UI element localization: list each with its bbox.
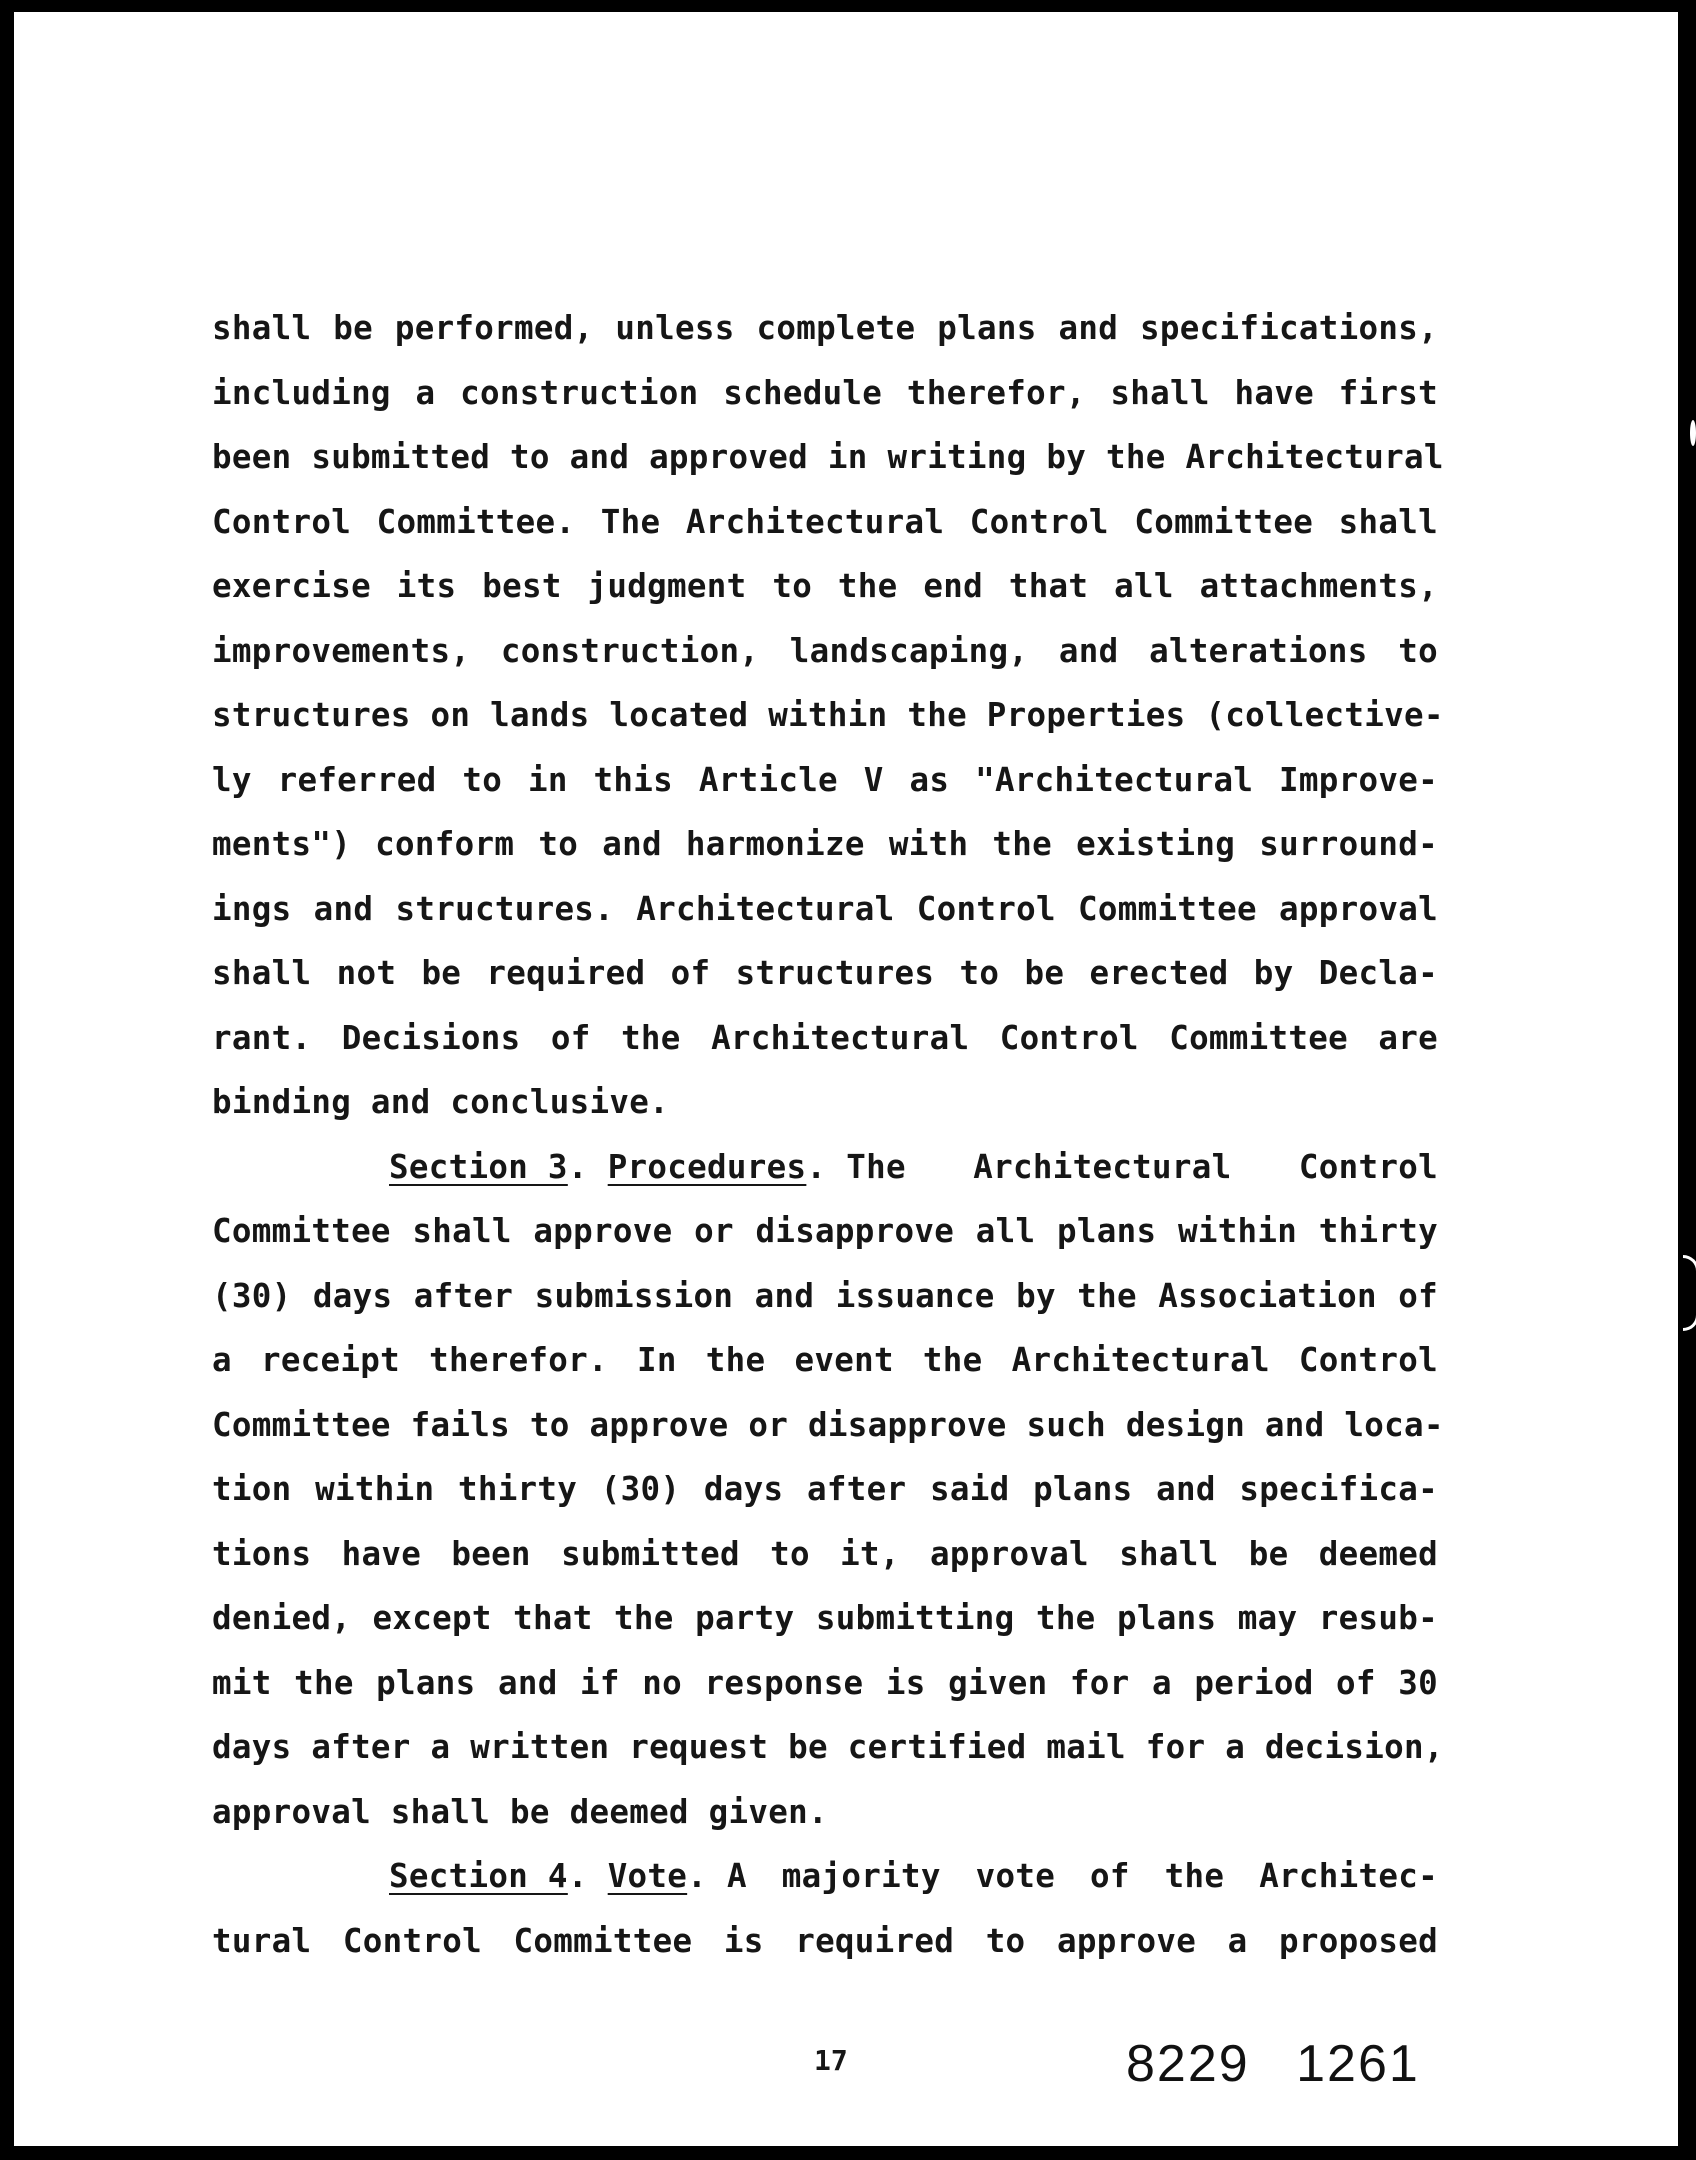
text-line: a receipt therefor. In the event the Architectural Control	[212, 1341, 1438, 1379]
section-4-heading-line: Section 4. Vote. A majority vote of the Architec-	[212, 1844, 1438, 1909]
text-line: ments") conform to and harmonize with the existing surround-	[212, 825, 1438, 863]
section-4-first-line: A majority vote of the Architec-	[727, 1857, 1438, 1895]
document-number: 8229 1261	[1126, 2035, 1420, 2093]
text-line: improvements, construction, landscaping, and alterations to	[212, 631, 1438, 670]
page-number: 17	[814, 2044, 848, 2077]
text-line: denied, except that the party submitting the plans may resub-	[212, 1599, 1438, 1637]
text-line: exercise its best judgment to the end that all attachments,	[212, 567, 1438, 605]
text-line: approval shall be deemed given.	[212, 1792, 828, 1831]
section-4-label: Section 4	[389, 1857, 568, 1895]
text-line: tions have been submitted to it, approval shall be deemed	[212, 1534, 1438, 1573]
text-line: shall not be required of structures to be erected by Decla-	[212, 954, 1438, 992]
section-4-title: Vote	[607, 1857, 688, 1895]
section-3-label: Section 3	[389, 1147, 568, 1186]
text-line: including a construction schedule therefor, shall have first	[212, 373, 1438, 412]
text-line: Control Committee. The Architectural Control Committee shall	[212, 502, 1438, 541]
text-line: structures on lands located within the Properties (collective-	[212, 696, 1444, 734]
text-line: been submitted to and approved in writing by the Architectural	[212, 438, 1444, 476]
text-line: shall be performed, unless complete plans and specifications,	[212, 309, 1438, 347]
text-line: mit the plans and if no response is given for a period of 30	[212, 1663, 1438, 1702]
document-page	[14, 12, 1678, 2146]
section-3-first-line: The Architectural Control	[846, 1147, 1438, 1186]
edge-mark	[1690, 420, 1696, 446]
text-line: rant. Decisions of the Architectural Control Committee are	[212, 1018, 1438, 1057]
text-line: (30) days after submission and issuance by the Association of	[212, 1276, 1438, 1315]
text-line: ly referred to in this Article V as "Architectural Improve-	[212, 760, 1438, 799]
edge-mark	[1683, 1255, 1696, 1331]
section-3-title: Procedures	[607, 1147, 807, 1186]
text-line: days after a written request be certified mail for a decision,	[212, 1728, 1444, 1766]
text-line: ings and structures. Architectural Control Committee approval	[212, 889, 1438, 928]
body-text	[212, 296, 1444, 1973]
text-line: tion within thirty (30) days after said plans and specifica-	[212, 1470, 1438, 1508]
section-3-heading-line: Section 3. Procedures. The Architectural Control	[212, 1135, 1438, 1200]
text-line: binding and conclusive.	[212, 1083, 669, 1121]
text-line: Committee fails to approve or disapprove such design and loca-	[212, 1405, 1444, 1444]
text-line: Committee shall approve or disapprove all plans within thirty	[212, 1212, 1438, 1250]
text-line: tural Control Committee is required to approve a proposed	[212, 1921, 1438, 1960]
